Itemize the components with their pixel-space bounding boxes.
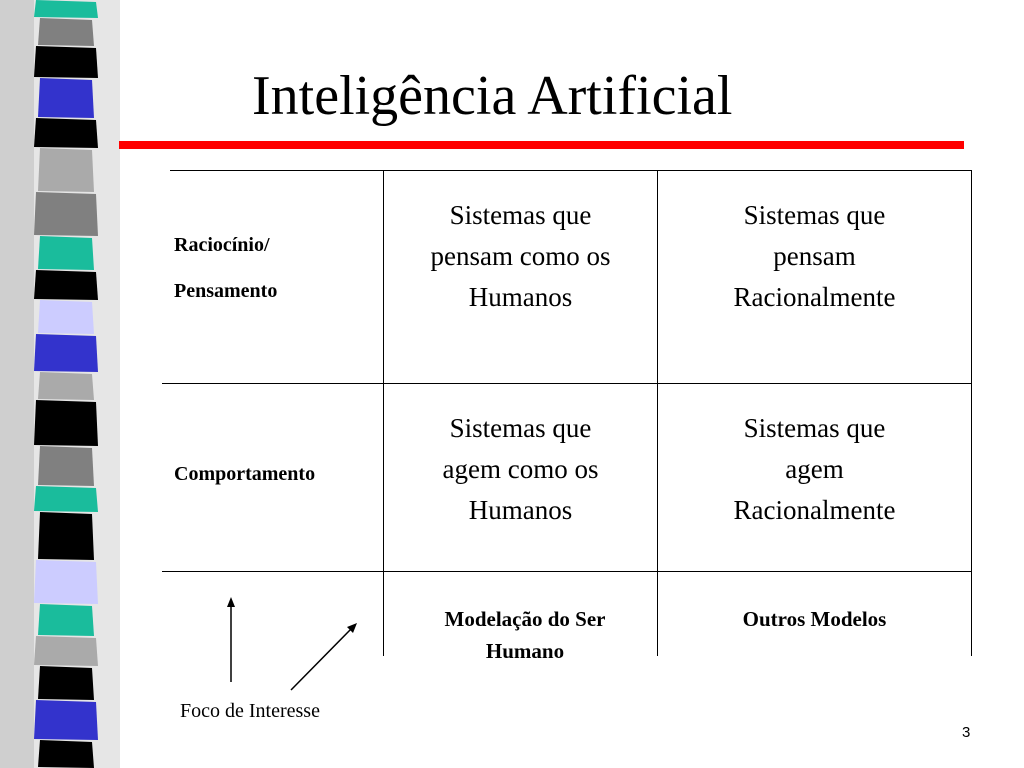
strip-band (38, 78, 94, 118)
strip-band (34, 636, 98, 666)
strip-band (34, 0, 98, 18)
column-caption-modelacao (384, 603, 666, 667)
strip-band (34, 334, 98, 372)
caption-line: Modelação do Ser (444, 607, 606, 631)
strip-band (38, 236, 94, 270)
strip-band (38, 604, 94, 636)
strip-band (34, 486, 98, 512)
cell-line: Sistemas que (449, 200, 592, 230)
focus-arrows (200, 585, 380, 695)
arrow-up-icon (227, 597, 235, 682)
row-label-line: Comportamento (174, 463, 316, 485)
table-cell-pensam-humanos (384, 195, 657, 318)
strip-band (34, 400, 98, 446)
column-caption-outros (658, 603, 971, 635)
cell-line: Humanos (468, 282, 573, 312)
strip-band (34, 118, 98, 148)
row-label-comportamento (174, 462, 315, 486)
caption-line: Humano (485, 639, 565, 663)
slide-title: Inteligência Artificial (252, 65, 733, 127)
strip-band (38, 512, 94, 560)
caption-line: Outros Modelos (742, 607, 887, 631)
strip-band (38, 666, 94, 700)
row-label-line: Pensamento (174, 280, 278, 302)
strip-band (34, 46, 98, 78)
strip-band (38, 300, 94, 334)
table-right-border (971, 170, 972, 656)
cell-line: agem como os (442, 454, 599, 484)
page-number: 3 (962, 724, 971, 741)
arrow-diagonal-icon (291, 623, 357, 690)
cell-line: Racionalmente (733, 495, 896, 525)
cell-line: Humanos (468, 495, 573, 525)
row-label-line: Raciocínio/ (174, 234, 270, 256)
strip-band (34, 560, 98, 604)
strip-band (34, 270, 98, 300)
strip-band (34, 192, 98, 236)
cell-line: pensam (773, 241, 856, 271)
strip-band (38, 446, 94, 486)
title-underline (119, 141, 964, 149)
row-label-raciocinio (174, 233, 277, 303)
table-row-divider (162, 571, 972, 572)
decorative-side-strip (0, 0, 120, 768)
cell-line: Sistemas que (449, 413, 592, 443)
table-row-divider (162, 383, 972, 384)
cell-line: Sistemas que (743, 200, 886, 230)
table-top-border (170, 170, 972, 171)
cell-line: Racionalmente (733, 282, 896, 312)
cell-line: pensam como os (430, 241, 611, 271)
table-cell-pensam-racionalmente (658, 195, 971, 318)
table-cell-agem-humanos (384, 408, 657, 531)
table-cell-agem-racionalmente (658, 408, 971, 531)
strip-band (38, 372, 94, 400)
cell-line: agem (785, 454, 844, 484)
strip-band (38, 740, 94, 768)
cell-line: Sistemas que (743, 413, 886, 443)
strip-band (38, 18, 94, 46)
focus-label: Foco de Interesse (180, 700, 320, 722)
strip-band (38, 148, 94, 192)
strip-band (34, 700, 98, 740)
